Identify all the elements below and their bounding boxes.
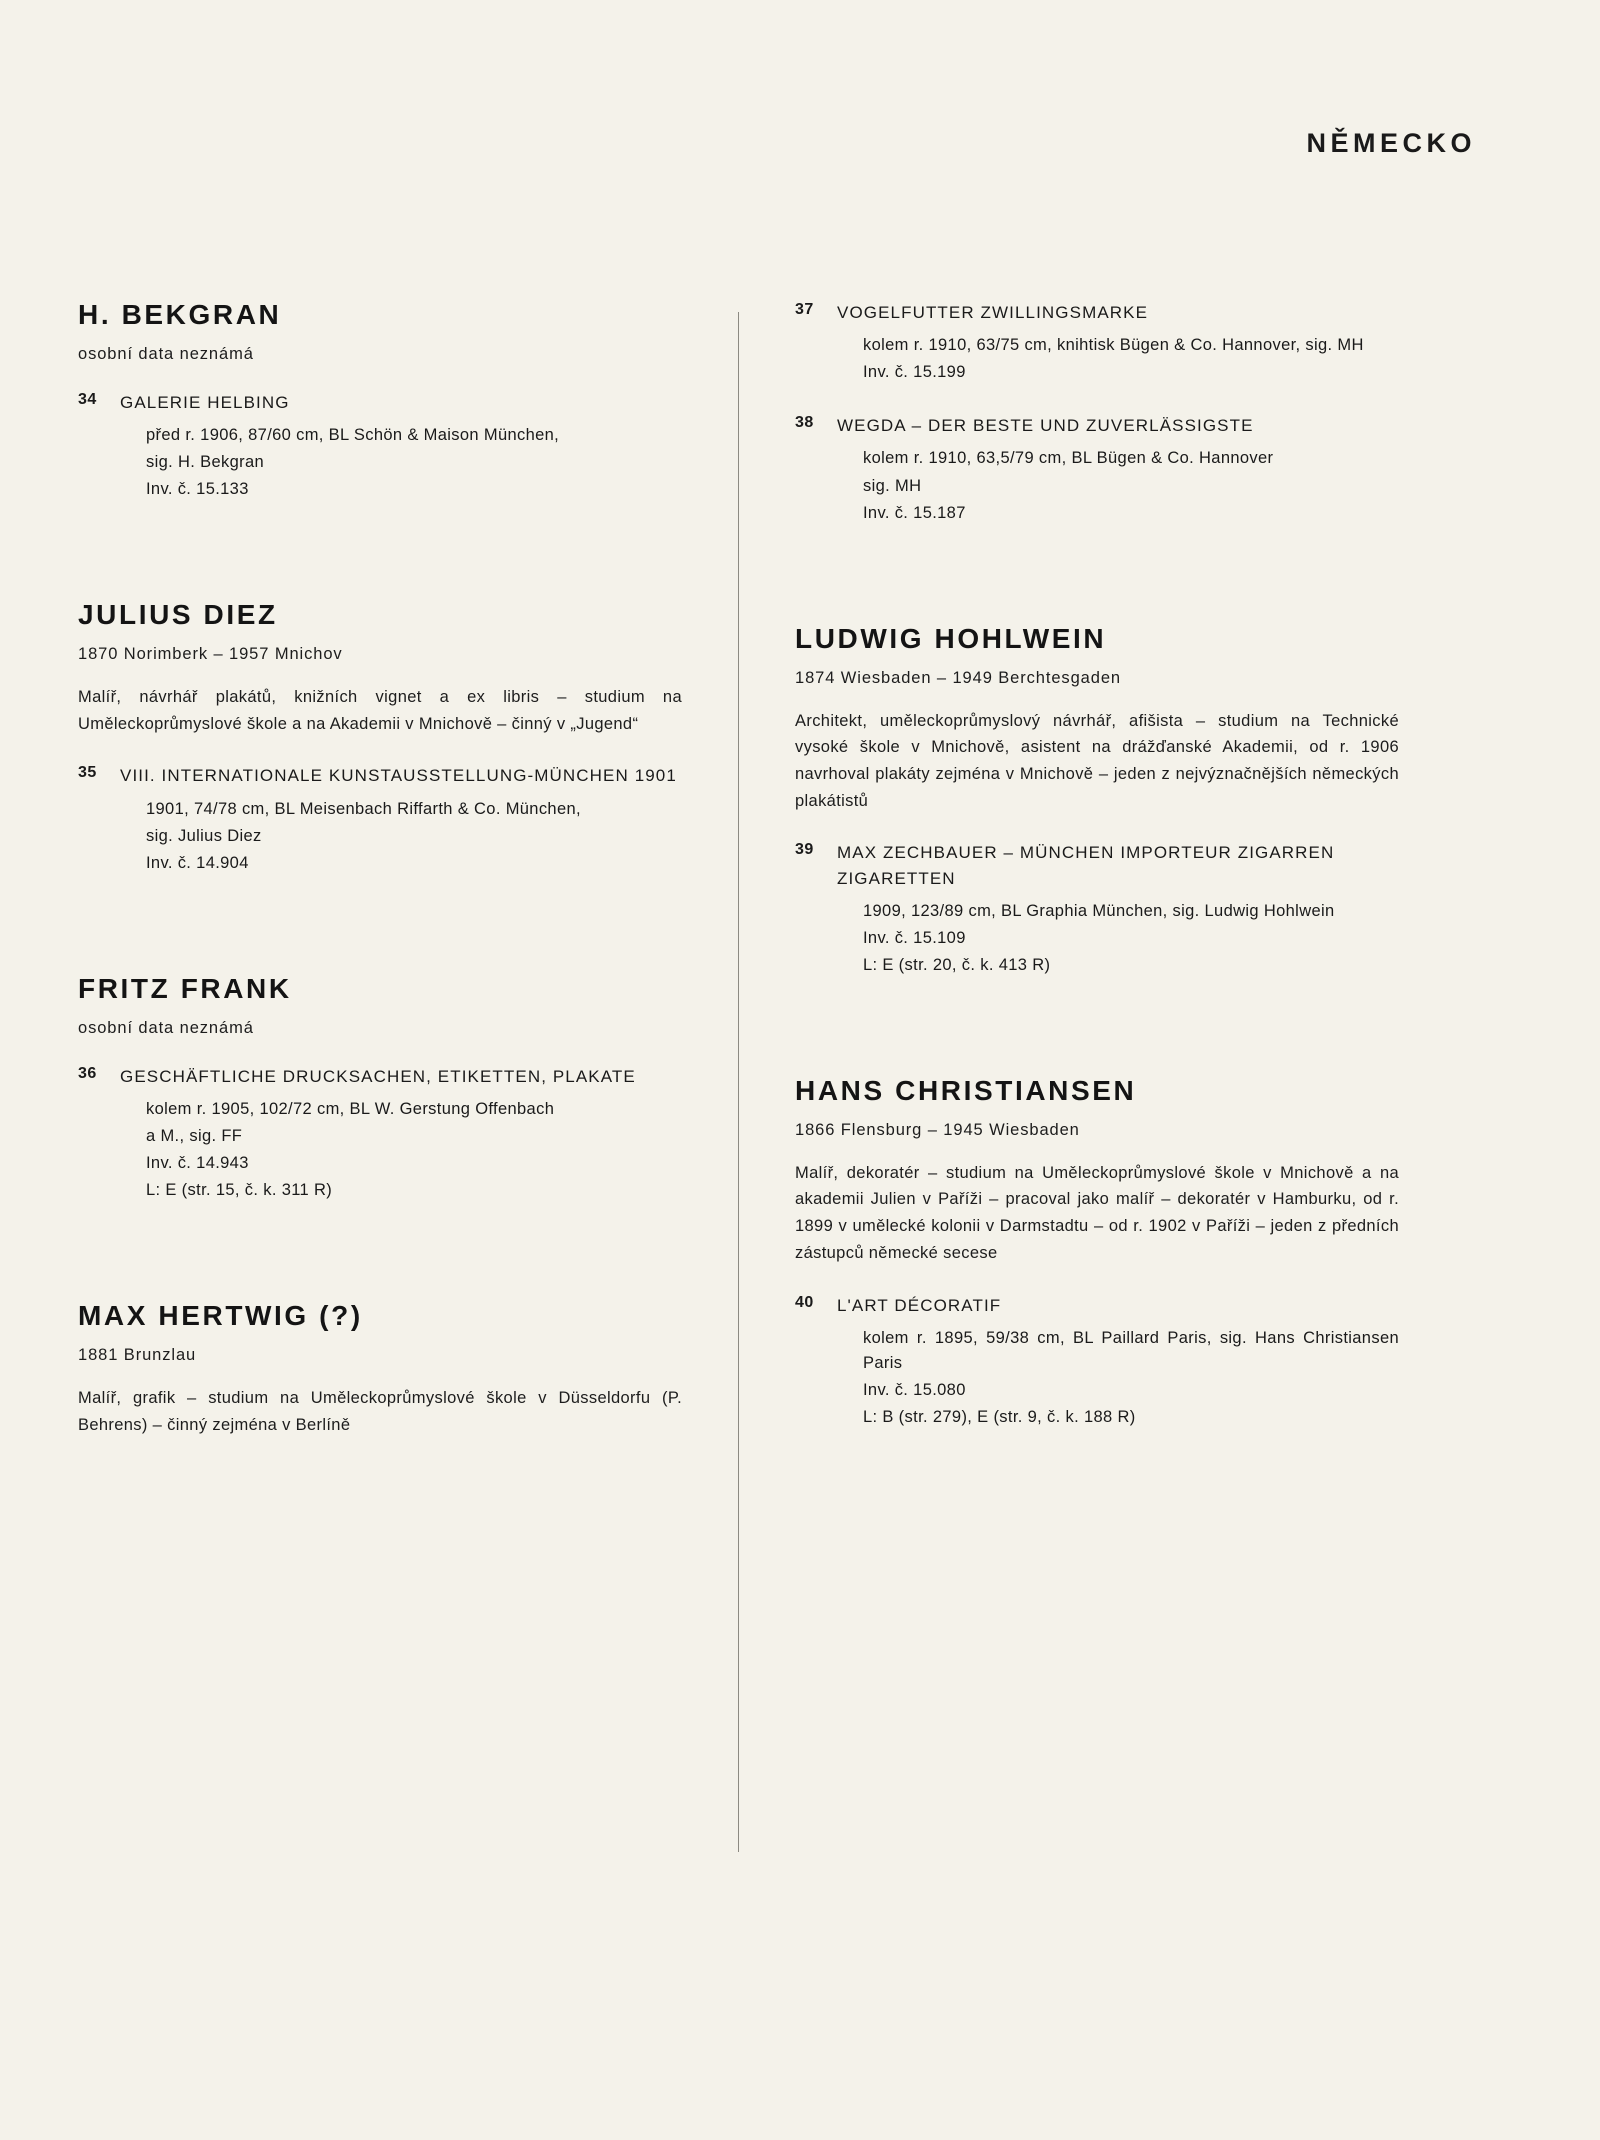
- work-title: L'ART DÉCORATIF: [837, 1295, 1002, 1315]
- work-body: [120, 763, 682, 877]
- work-title: VIII. INTERNATIONALE KUNSTAUSSTELLUNG-MÜNCHEN 1901: [120, 766, 677, 786]
- work-number: 38: [795, 414, 814, 432]
- right-column: [739, 300, 1399, 1852]
- artist-name: HANS CHRISTIANSEN: [795, 1074, 1137, 1106]
- work-item: [78, 390, 682, 504]
- work-number: 35: [78, 764, 97, 782]
- artist-name: LUDWIG HOHLWEIN: [795, 622, 1107, 654]
- work-item: [795, 300, 1399, 387]
- artist-dates: osobní data neznámá: [78, 1018, 254, 1037]
- work-body: [120, 390, 682, 504]
- artist-dates: 1874 Wiesbaden – 1949 Berchtesgaden: [795, 668, 1121, 687]
- work-body: [120, 1064, 682, 1205]
- artist-dates: 1881 Brunzlau: [78, 1345, 197, 1364]
- work-literature-reference: L: E (str. 15, č. k. 311 R): [146, 1181, 333, 1199]
- artist-dates: 1870 Norimberk – 1957 Mnichov: [78, 644, 343, 663]
- catalog-entry: [795, 1076, 1399, 1432]
- work-inventory-number: Inv. č. 15.199: [863, 363, 966, 382]
- work-number: 40: [795, 1293, 814, 1311]
- artist-biography: Architekt, uměleckoprůmyslový návrhář, afišista – studium na Technické vysoké škole v Mnichově, asistent na drážďanské Akademii, od r. 1906 navrhoval plakáty zejména v Mnichově – jeden z nejvýznačnějších německých plakátistů: [795, 711, 1399, 810]
- work-literature-reference: L: E (str. 20, č. k. 413 R): [863, 955, 1051, 974]
- work-title: MAX ZECHBAUER – MÜNCHEN IMPORTEUR ZIGARREN ZIGARETTEN: [837, 843, 1335, 888]
- catalog-entry: [78, 600, 682, 878]
- work-detail-line: před r. 1906, 87/60 cm, BL Schön & Maison München,: [146, 425, 560, 444]
- work-detail-line: a M., sig. FF: [146, 1126, 243, 1145]
- work-detail-line: kolem r. 1895, 59/38 cm, BL Paillard Paris, sig. Hans Christiansen Paris: [863, 1328, 1399, 1372]
- work-detail-line: kolem r. 1910, 63,5/79 cm, BL Bügen & Co. Hannover: [863, 449, 1274, 468]
- work-inventory-number: Inv. č. 15.187: [863, 503, 966, 522]
- artist-name: MAX HERTWIG (?): [78, 1300, 363, 1332]
- left-column: [78, 300, 738, 1852]
- work-body: [837, 413, 1399, 527]
- work-inventory-number: Inv. č. 15.080: [863, 1380, 966, 1399]
- catalog-entry: [795, 624, 1399, 980]
- section-spacer: [78, 504, 682, 600]
- work-inventory-number: Inv. č. 14.904: [146, 853, 249, 872]
- work-item: [78, 1064, 682, 1205]
- two-column-body: [78, 300, 1522, 1852]
- work-inventory-number: Inv. č. 14.943: [146, 1153, 249, 1172]
- work-detail-line: kolem r. 1910, 63/75 cm, knihtisk Bügen & Co. Hannover, sig. MH: [863, 336, 1364, 355]
- work-number: 36: [78, 1064, 97, 1082]
- catalog-entry-continued: [795, 300, 1399, 528]
- work-inventory-number: Inv. č. 15.109: [863, 928, 966, 947]
- work-detail-line: 1909, 123/89 cm, BL Graphia München, sig. Ludwig Hohlwein: [863, 901, 1335, 920]
- artist-dates: 1866 Flensburg – 1945 Wiesbaden: [795, 1120, 1080, 1139]
- catalog-entry: [78, 1301, 682, 1438]
- work-item: [795, 413, 1399, 527]
- work-body: [837, 300, 1399, 387]
- work-detail-line: sig. Julius Diez: [146, 826, 262, 845]
- work-number: 34: [78, 390, 97, 408]
- work-number: 39: [795, 841, 814, 859]
- work-item: [78, 763, 682, 877]
- work-detail-line: kolem r. 1905, 102/72 cm, BL W. Gerstung Offenbach: [146, 1099, 555, 1118]
- work-number: 37: [795, 301, 814, 318]
- artist-dates: osobní data neznámá: [78, 344, 254, 363]
- artist-name: FRITZ FRANK: [78, 972, 292, 1004]
- work-title: GESCHÄFTLICHE DRUCKSACHEN, ETIKETTEN, PLAKATE: [120, 1066, 636, 1086]
- artist-biography: Malíř, dekoratér – studium na Uměleckoprůmyslové škole v Mnichově a na akademii Julien v Paříži – pracoval jako malíř – dekoratér v Hamburku, od r. 1899 v umělecké kolonii v Darmstadtu – od r. 1902 v Paříži – jeden z předních zástupců německé secese: [795, 1163, 1399, 1262]
- artist-biography: Malíř, návrhář plakátů, knižních vignet a ex libris – studium na Uměleckoprůmyslové škole a na Akademii v Mnichově – činný v „Jugend“: [78, 687, 682, 733]
- page-running-head: NĚMECKO: [1306, 128, 1476, 158]
- work-item: [795, 1293, 1399, 1432]
- work-item: [795, 840, 1399, 980]
- artist-name: H. BEKGRAN: [78, 299, 282, 330]
- work-body: [837, 840, 1399, 980]
- section-spacer: [78, 1205, 682, 1301]
- artist-name: JULIUS DIEZ: [78, 599, 278, 631]
- artist-biography: Malíř, grafik – studium na Uměleckoprůmyslové škole v Düsseldorfu (P. Behrens) – činný zejména v Berlíně: [78, 1388, 682, 1434]
- work-title: WEGDA – DER BESTE UND ZUVERLÄSSIGSTE: [837, 416, 1254, 436]
- work-title: VOGELFUTTER ZWILLINGSMARKE: [837, 303, 1149, 322]
- work-inventory-number: Inv. č. 15.133: [146, 480, 249, 499]
- work-detail-line: sig. MH: [863, 476, 922, 495]
- section-spacer: [795, 528, 1399, 624]
- catalog-entry: [78, 300, 682, 504]
- section-spacer: [78, 878, 682, 974]
- work-detail-line: 1901, 74/78 cm, BL Meisenbach Riffarth & Co. München,: [146, 799, 581, 818]
- work-body: [837, 1293, 1399, 1432]
- work-title: GALERIE HELBING: [120, 392, 290, 412]
- section-spacer: [795, 980, 1399, 1076]
- work-literature-reference: L: B (str. 279), E (str. 9, č. k. 188 R): [863, 1407, 1136, 1426]
- catalog-entry: [78, 974, 682, 1205]
- work-detail-line: sig. H. Bekgran: [146, 453, 265, 472]
